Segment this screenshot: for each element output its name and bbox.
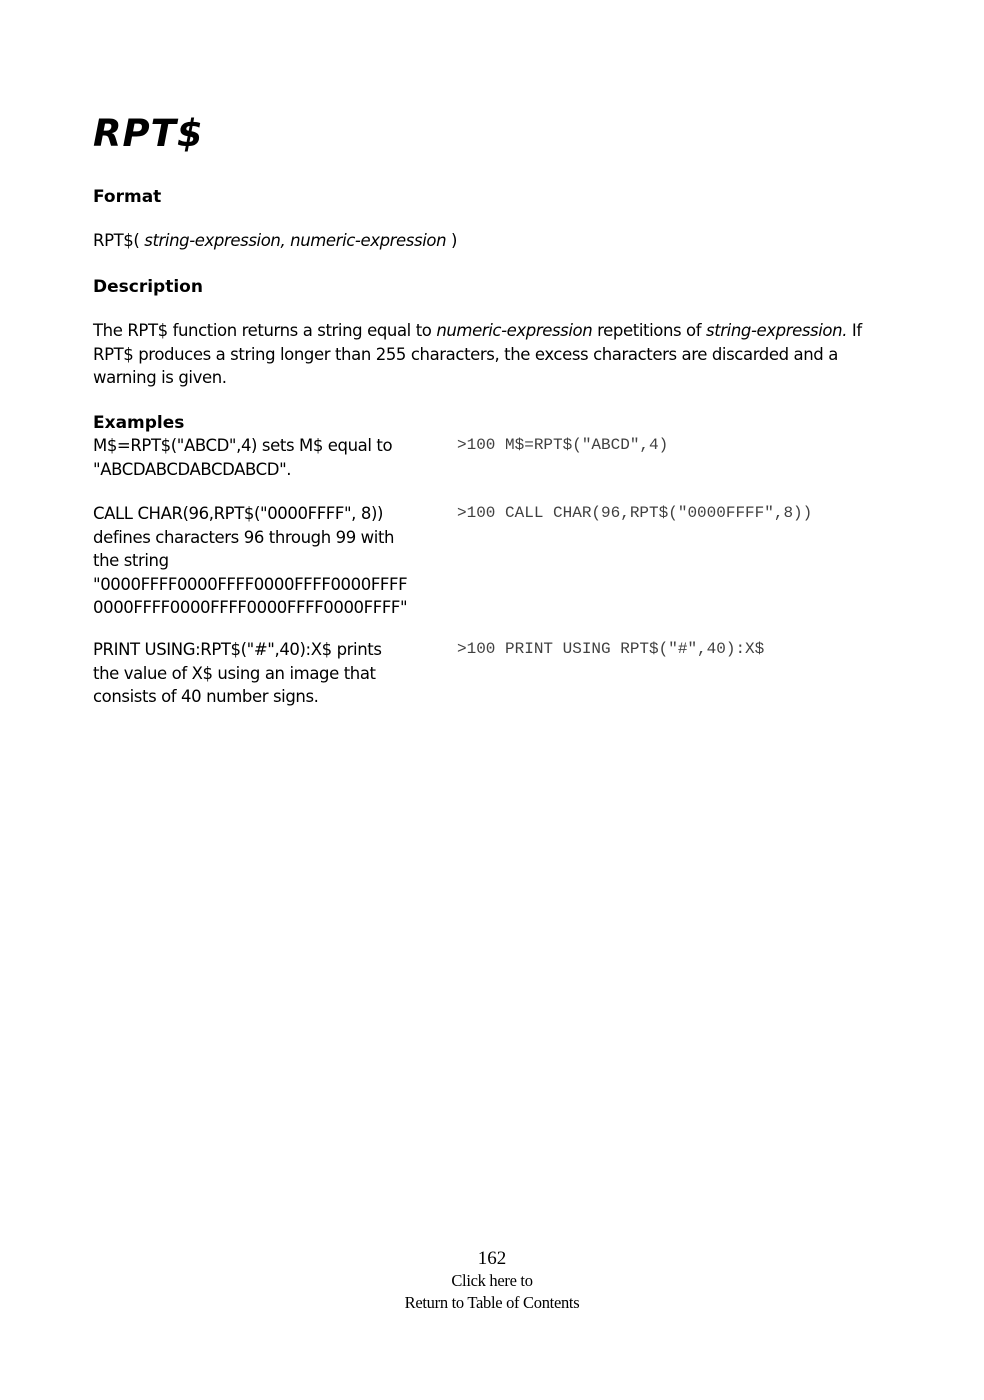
example-3-line: consists of 40 number signs. — [93, 687, 319, 706]
description-part1: The RPT$ function returns a string equal to — [93, 321, 437, 340]
example-3-line: PRINT USING:RPT$("#",40):X$ prints — [93, 640, 382, 659]
description-italic2: string-expression. — [706, 321, 848, 340]
description-italic1: numeric-expression — [436, 321, 593, 340]
example-3-line: the value of X$ using an image that — [93, 663, 376, 683]
example-2-line: defines characters 96 through 99 with — [93, 527, 395, 547]
example-2-line: 0000FFFF0000FFFF0000FFFF0000FFFF" — [93, 598, 408, 617]
example-1-text — [93, 434, 438, 481]
table-of-contents-link[interactable] — [0, 1270, 984, 1314]
format-suffix: ) — [446, 231, 458, 250]
example-2-code: >100 CALL CHAR(96,RPT$("0000FFFF",8)) — [457, 504, 813, 522]
example-2-text — [93, 502, 438, 620]
example-1-line: M$=RPT$("ABCD",4) sets M$ equal to — [93, 436, 393, 455]
description-heading: Description — [93, 277, 203, 297]
toc-link-line1: Click here to — [451, 1271, 533, 1290]
description-paragraph — [93, 319, 893, 390]
toc-link-line2: Return to Table of Contents — [404, 1293, 580, 1312]
page-number: 162 — [477, 1248, 507, 1269]
format-syntax — [93, 229, 457, 253]
example-3-code: >100 PRINT USING RPT$("#",40):X$ — [457, 640, 765, 658]
example-3-text — [93, 638, 438, 709]
format-args: string-expression, numeric-expression — [144, 231, 447, 250]
examples-heading: Examples — [93, 413, 185, 433]
example-1-line: "ABCDABCDABCDABCD". — [93, 459, 292, 479]
format-heading: Format — [93, 187, 162, 207]
example-1-code: >100 M$=RPT$("ABCD",4) — [457, 436, 669, 454]
example-2-line: the string — [93, 551, 169, 570]
format-prefix: RPT$( — [93, 231, 145, 250]
description-part3: If RPT$ produces a string longer than 255 characters, the excess characters are discarded and a warning is given. — [93, 321, 862, 387]
example-2-line: CALL CHAR(96,RPT$("0000FFFF", 8)) — [93, 504, 384, 523]
example-2-line: "0000FFFF0000FFFF0000FFFF0000FFFF — [93, 574, 408, 594]
page-title: RPT$ — [93, 112, 204, 155]
description-part2: repetitions of — [592, 321, 707, 340]
